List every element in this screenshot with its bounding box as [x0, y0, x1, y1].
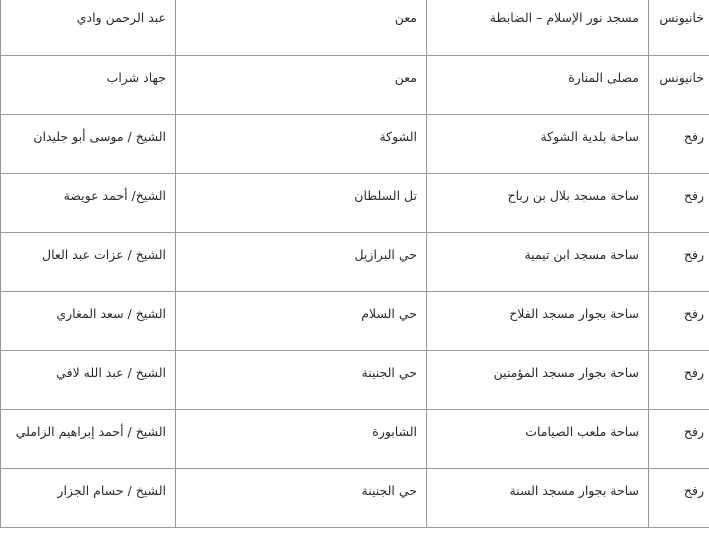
area-cell: حي السلام	[176, 292, 427, 351]
area-cell: حي الجنينة	[176, 469, 427, 528]
place-cell: مسجد نور الإسلام – الضابطة	[427, 0, 649, 56]
area-cell: تل السلطان	[176, 174, 427, 233]
imam-cell: الشيخ / حسام الجزار	[1, 469, 176, 528]
place-cell: ساحة بجوار مسجد السنة	[427, 469, 649, 528]
city-cell: رفح	[649, 410, 709, 469]
imam-cell: الشيخ / عزات عبد العال	[1, 233, 176, 292]
place-cell: ساحة مسجد بلال بن رباح	[427, 174, 649, 233]
area-cell: الشابورة	[176, 410, 427, 469]
city-cell: رفح	[649, 469, 709, 528]
table-row	[1, 292, 709, 351]
table-row	[1, 174, 709, 233]
place-cell: مصلى المنارة	[427, 56, 649, 115]
city-cell: رفح	[649, 115, 709, 174]
table-row	[1, 0, 709, 56]
place-cell: ساحة بلدية الشوكة	[427, 115, 649, 174]
place-cell: ساحة ملعب الصيامات	[427, 410, 649, 469]
city-cell: خانيونس	[649, 56, 709, 115]
imam-cell: الشيخ / أحمد إبراهيم الزاملي	[1, 410, 176, 469]
place-cell: ساحة بجوار مسجد المؤمنين	[427, 351, 649, 410]
table-row	[1, 351, 709, 410]
city-cell: رفح	[649, 233, 709, 292]
area-cell: معن	[176, 56, 427, 115]
area-cell: معن	[176, 0, 427, 56]
area-cell: الشوكة	[176, 115, 427, 174]
imam-cell: عبد الرحمن وادي	[1, 0, 176, 56]
table-row	[1, 469, 709, 528]
table-row	[1, 233, 709, 292]
table-row	[1, 115, 709, 174]
place-cell: ساحة مسجد ابن تيمية	[427, 233, 649, 292]
city-cell: رفح	[649, 292, 709, 351]
table-row	[1, 56, 709, 115]
city-cell: رفح	[649, 351, 709, 410]
area-cell: حي الجنينة	[176, 351, 427, 410]
imam-cell: الشيخ / عبد الله لافي	[1, 351, 176, 410]
place-cell: ساحة بجوار مسجد الفلاح	[427, 292, 649, 351]
city-cell: خانيونس	[649, 0, 709, 56]
imam-cell: جهاد شراب	[1, 56, 176, 115]
imam-cell: الشيخ / سعد المغاري	[1, 292, 176, 351]
area-cell: حي البرازيل	[176, 233, 427, 292]
imam-cell: الشيخ / موسى أبو جليدان	[1, 115, 176, 174]
city-cell: رفح	[649, 174, 709, 233]
imam-cell: الشيخ/ أحمد عويضة	[1, 174, 176, 233]
table-row	[1, 410, 709, 469]
